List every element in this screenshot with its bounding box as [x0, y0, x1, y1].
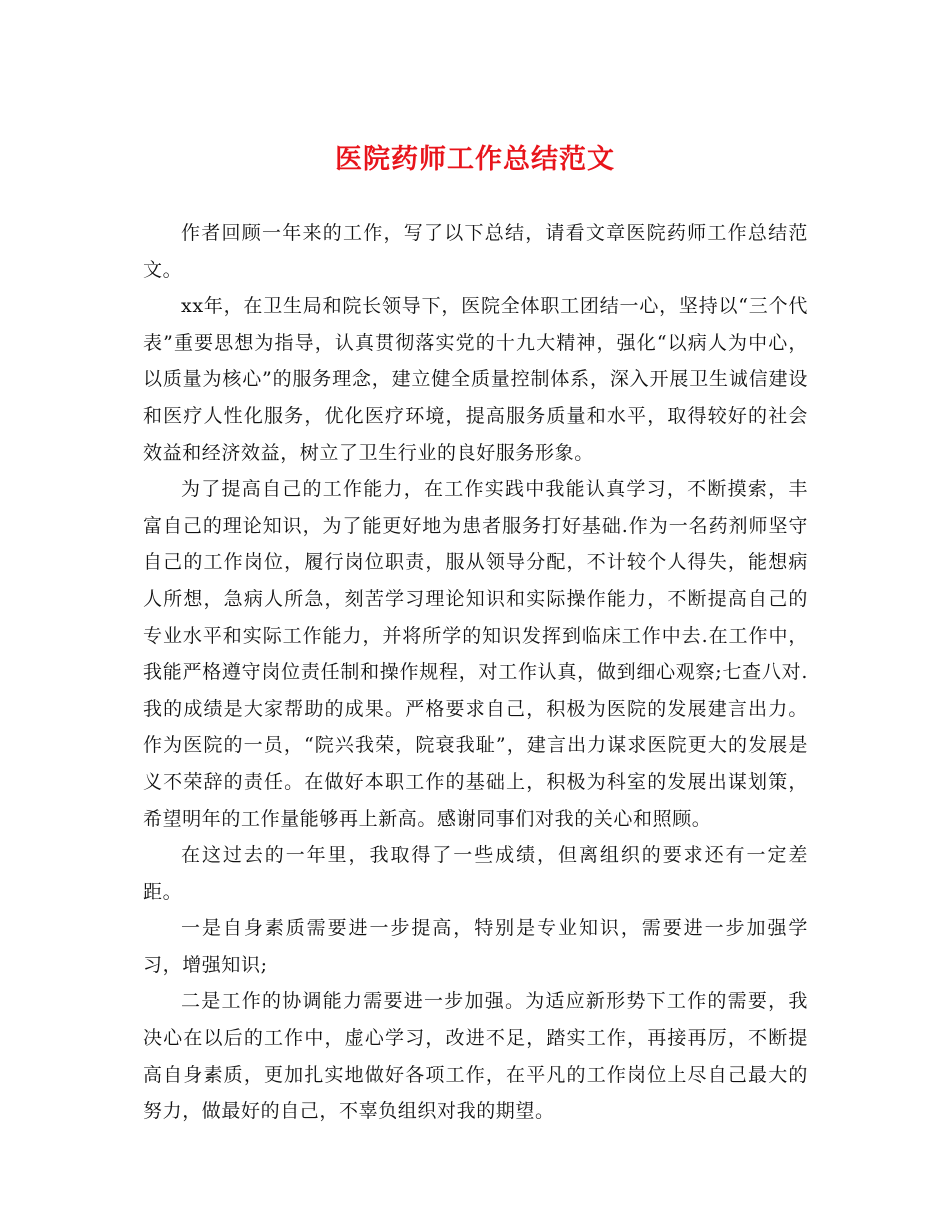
paragraph-work-ability: 为了提高自己的工作能力，在工作实践中我能认真学习，不断摸索，丰富自己的理论知识，为了能更好地为患者服务打好基础.作为一名药剂师坚守自己的工作岗位，履行岗位职责，服从领导分配，不计较个人得失，能想病人所想，急病人所急，刻苦学习理论知识和实际操作能力，不断提高自己的专业水平和实际工作能力，并将所学的知识发挥到临床工作中去.在工作中，我能严格遵守岗位责任制和操作规程，对工作认真，做到细心观察;七查八对.我的成绩是大家帮助的成果。严格要求自己，积极为医院的发展建言出力。作为医院的一员，“院兴我荣，院衰我耻”，建言出力谋求医院更大的发展是义不荣辞的责任。在做好本职工作的基础上，积极为科室的发展出谋划策，希望明年的工作量能够再上新高。感谢同事们对我的关心和照顾。 [143, 478, 808, 830]
paragraph-point-one: 一是自身素质需要进一步提高，特别是专业知识，需要进一步加强学习，增强知识; [143, 917, 808, 976]
paragraph-point-two: 二是工作的协调能力需要进一步加强。为适应新形势下工作的需要，我决心在以后的工作中，虚心学习，改进不足，踏实工作，再接再厉，不断提高自身素质，更加扎实地做好各项工作，在平凡的工作岗位上尽自己最大的努力，做最好的自己，不辜负组织对我的期望。 [143, 990, 808, 1123]
paragraph-shortcomings: 在这过去的一年里，我取得了一些成绩，但离组织的要求还有一定差距。 [143, 844, 808, 903]
paragraph-intro: 作者回顾一年来的工作，写了以下总结，请看文章医院药师工作总结范文。 [143, 222, 808, 281]
document-body [143, 215, 808, 1130]
document-title: 医院药师工作总结范文 [335, 144, 615, 175]
paragraph-overview: xx年，在卫生局和院长领导下，医院全体职工团结一心，坚持以“三个代表”重要思想为指导，认真贯彻落实党的十九大精神，强化“以病人为中心，以质量为核心”的服务理念，建立健全质量控制体系，深入开展卫生诚信建设和医疗人性化服务，优化医疗环境，提高服务质量和水平，取得较好的社会效益和经济效益，树立了卫生行业的良好服务形象。 [143, 295, 808, 464]
